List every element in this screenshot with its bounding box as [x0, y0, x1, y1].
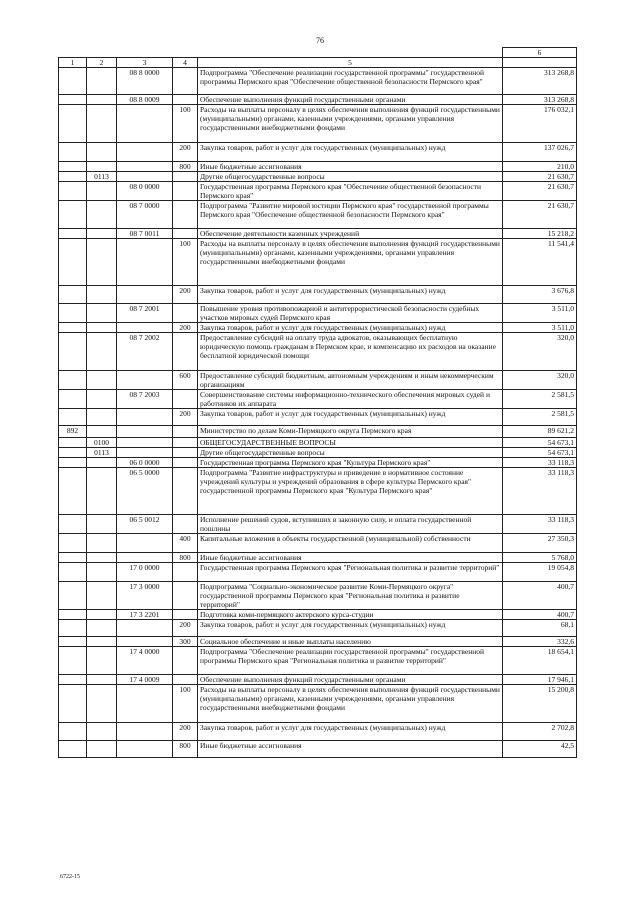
cell-c2: [87, 723, 117, 741]
cell-c4: [173, 182, 198, 201]
cell-c4: 400: [173, 534, 198, 553]
cell-c4: [173, 563, 198, 582]
cell-c2: [87, 468, 117, 515]
cell-c2: 0100: [87, 438, 117, 448]
budget-table: [58, 47, 577, 758]
cell-c1: [59, 95, 87, 105]
cell-c2: [87, 286, 117, 304]
cell-c5: Иные бюджетные ассигнования: [198, 553, 503, 563]
cell-c4: 100: [173, 239, 198, 286]
cell-c1: [59, 201, 87, 229]
cell-c1: [59, 172, 87, 182]
cell-c4: [173, 390, 198, 409]
cell-c4: [173, 229, 198, 239]
cell-c4: 800: [173, 162, 198, 172]
table-row: [59, 143, 577, 162]
cell-c5: Закупка товаров, работ и услуг для государственных (муниципальных) нужд: [198, 323, 503, 333]
table-row: [59, 304, 577, 323]
cell-c4: 200: [173, 620, 198, 637]
column-number-row: [59, 48, 577, 58]
cell-c2: [87, 409, 117, 426]
cell-c1: [59, 286, 87, 304]
cell-c6: 21 630,7: [503, 182, 577, 201]
cell-c6: 5 768,0: [503, 553, 577, 563]
cell-c1: [59, 637, 87, 647]
cell-c6: 54 673,1: [503, 448, 577, 458]
table-row: [59, 182, 577, 201]
cell-c5: ОБЩЕГОСУДАРСТВЕННЫЕ ВОПРОСЫ: [198, 438, 503, 448]
cell-c4: [173, 95, 198, 105]
cell-c3: [117, 553, 173, 563]
cell-c6: 320,0: [503, 333, 577, 371]
cell-c4: [173, 426, 198, 438]
cell-c2: [87, 304, 117, 323]
col4-number: 4: [173, 58, 198, 68]
table-row: [59, 582, 577, 610]
cell-c6: 33 118,3: [503, 515, 577, 534]
cell-c4: 800: [173, 741, 198, 758]
cell-c4: [173, 68, 198, 95]
table-row: [59, 426, 577, 438]
table-row: [59, 390, 577, 409]
cell-c2: [87, 229, 117, 239]
cell-c1: [59, 458, 87, 468]
cell-c6: 27 350,3: [503, 534, 577, 553]
cell-c3: 08 0 0000: [117, 182, 173, 201]
cell-c6: 3 511,0: [503, 323, 577, 333]
cell-c3: [117, 371, 173, 390]
cell-c6: 176 032,1: [503, 105, 577, 143]
cell-c1: [59, 610, 87, 620]
cell-c4: [173, 515, 198, 534]
cell-c4: [173, 675, 198, 685]
cell-c3: [117, 685, 173, 723]
cell-c4: 100: [173, 105, 198, 143]
cell-c1: [59, 239, 87, 286]
table-row: [59, 229, 577, 239]
cell-c4: 200: [173, 323, 198, 333]
cell-c3: 06 5 0012: [117, 515, 173, 534]
cell-c5: Государственная программа Пермского края "Обеспечение общественной безопасности Пермского края": [198, 182, 503, 201]
cell-c2: [87, 182, 117, 201]
cell-c4: 800: [173, 553, 198, 563]
cell-c5: Другие общегосударственные вопросы: [198, 172, 503, 182]
cell-c6: 313 268,8: [503, 95, 577, 105]
cell-c5: Другие общегосударственные вопросы: [198, 448, 503, 458]
cell-c5: Закупка товаров, работ и услуг для государственных (муниципальных) нужд: [198, 723, 503, 741]
cell-c6: 210,0: [503, 162, 577, 172]
table-row: [59, 371, 577, 390]
cell-c2: [87, 323, 117, 333]
cell-c2: [87, 239, 117, 286]
cell-c6: 89 621,2: [503, 426, 577, 438]
cell-c5: Расходы на выплаты персоналу в целях обеспечения выполнения функций государственными (муниципальными) органами, казенными учреждениями, органами управления государственными внебюджетными фондами: [198, 105, 503, 143]
cell-c5: Иные бюджетные ассигнования: [198, 162, 503, 172]
cell-c5: Обеспечение выполнения функций государственными органами: [198, 675, 503, 685]
table-row: [59, 448, 577, 458]
cell-c2: [87, 647, 117, 675]
cell-c6: 400,7: [503, 610, 577, 620]
cell-c2: [87, 162, 117, 172]
cell-c1: [59, 229, 87, 239]
cell-c1: [59, 162, 87, 172]
cell-c5: Закупка товаров, работ и услуг для государственных (муниципальных) нужд: [198, 143, 503, 162]
column-number-row: [59, 58, 577, 68]
cell-c4: [173, 582, 198, 610]
cell-c2: [87, 582, 117, 610]
cell-c2: [87, 201, 117, 229]
cell-c2: [87, 426, 117, 438]
table-row: [59, 323, 577, 333]
cell-c1: [59, 741, 87, 758]
cell-c5: Подпрограмма "Социально-экономическое развитие Коми-Пермяцкого округа" государственной программы Пермского края "Региональная политика и развитие территорий": [198, 582, 503, 610]
cell-c4: [173, 647, 198, 675]
table-row: [59, 685, 577, 723]
cell-c6: 11 541,4: [503, 239, 577, 286]
cell-c5: Предоставление субсидий на оплату труда адвокатов, оказывающих бесплатную юридическую помощь гражданам в Пермском крае, и компенсацию их расходов на оказание бесплатной юридической помощи: [198, 333, 503, 371]
cell-c5: Подпрограмма "Обеспечение реализации государственной программы" государственной программы Пермского края "Региональная политика и развитие территорий": [198, 647, 503, 675]
table-row: [59, 723, 577, 741]
cell-c3: [117, 105, 173, 143]
cell-c1: [59, 105, 87, 143]
table-row: [59, 95, 577, 105]
cell-c2: [87, 610, 117, 620]
table-row: [59, 438, 577, 448]
cell-c4: [173, 458, 198, 468]
cell-c1: [59, 390, 87, 409]
cell-c4: [173, 468, 198, 515]
cell-c1: [59, 304, 87, 323]
cell-c6: 2 581,5: [503, 409, 577, 426]
cell-c4: 200: [173, 409, 198, 426]
cell-c1: [59, 333, 87, 371]
cell-c2: [87, 515, 117, 534]
cell-c6: 21 630,7: [503, 172, 577, 182]
table-row: [59, 201, 577, 229]
cell-c2: [87, 741, 117, 758]
table-row: [59, 333, 577, 371]
cell-c5: Подпрограмма "Развитие инфраструктуры и приведение в нормативное состояние учреждений культуры и учреждений образования в сфере культуры Пермского края" государственной программы Пермского края "Культура Пермского края": [198, 468, 503, 515]
cell-c1: [59, 515, 87, 534]
table-row: [59, 553, 577, 563]
cell-c6: 3 676,8: [503, 286, 577, 304]
cell-c3: 08 8 0009: [117, 95, 173, 105]
cell-c2: [87, 143, 117, 162]
cell-c6: 18 654,1: [503, 647, 577, 675]
table-row: [59, 647, 577, 675]
cell-c5: Исполнение решений судов, вступивших в законную силу, и оплата государственной пошлины: [198, 515, 503, 534]
cell-c6: 33 118,3: [503, 458, 577, 468]
cell-c6: 320,0: [503, 371, 577, 390]
cell-c1: [59, 68, 87, 95]
col5-number: 5: [198, 58, 503, 68]
cell-c2: [87, 371, 117, 390]
cell-c1: [59, 647, 87, 675]
cell-c4: 600: [173, 371, 198, 390]
cell-c4: [173, 610, 198, 620]
cell-c2: [87, 563, 117, 582]
cell-c2: [87, 534, 117, 553]
cell-c2: [87, 95, 117, 105]
cell-c3: [117, 620, 173, 637]
cell-c5: Совершенствование системы информационно-технического обеспечения мировых судей и работников их аппарата: [198, 390, 503, 409]
table-row: [59, 515, 577, 534]
cell-c2: [87, 333, 117, 371]
cell-c3: 08 7 2002: [117, 333, 173, 371]
cell-c4: 200: [173, 143, 198, 162]
cell-c1: [59, 409, 87, 426]
cell-c2: [87, 68, 117, 95]
cell-c4: [173, 448, 198, 458]
cell-c5: Предоставление субсидий бюджетным, автономным учреждениям и иным некоммерческим организациям: [198, 371, 503, 390]
cell-c1: [59, 143, 87, 162]
table-row: [59, 409, 577, 426]
cell-c6: 15 218,2: [503, 229, 577, 239]
cell-c5: Государственная программа Пермского края "Культура Пермского края": [198, 458, 503, 468]
cell-c1: [59, 620, 87, 637]
cell-c1: [59, 534, 87, 553]
budget-table-container: [58, 47, 576, 758]
cell-c5: Расходы на выплаты персоналу в целях обеспечения выполнения функций государственными (муниципальными) органами, казенными учреждениями, органами управления государственными внебюджетными фондами: [198, 239, 503, 286]
cell-c3: 08 8 0000: [117, 68, 173, 95]
cell-c3: [117, 323, 173, 333]
cell-c6: 15 200,8: [503, 685, 577, 723]
cell-c3: [117, 239, 173, 286]
table-row: [59, 610, 577, 620]
cell-c5: Расходы на выплаты персоналу в целях обеспечения выполнения функций государственными (муниципальными) органами, казенными учреждениями, органами управления государственными внебюджетными фондами: [198, 685, 503, 723]
cell-c5: Подпрограмма "Обеспечение реализации государственной программы" государственной программы Пермского края "Обеспечение общественной безопасности Пермского края": [198, 68, 503, 95]
col3-number: 3: [117, 58, 173, 68]
cell-c6: 33 118,3: [503, 468, 577, 515]
cell-c3: 17 0 0000: [117, 563, 173, 582]
cell-c6: 3 511,0: [503, 304, 577, 323]
cell-c3: 17 3 0000: [117, 582, 173, 610]
cell-c1: [59, 675, 87, 685]
cell-c5: Обеспечение выполнения функций государственными органами: [198, 95, 503, 105]
cell-c3: [117, 409, 173, 426]
cell-c5: Подготовка коми-пермяцкого актерского курса-студии: [198, 610, 503, 620]
table-row: [59, 563, 577, 582]
cell-c3: 06 5 0000: [117, 468, 173, 515]
cell-c4: [173, 172, 198, 182]
cell-c6: 17 946,1: [503, 675, 577, 685]
cell-c4: 200: [173, 723, 198, 741]
cell-c4: [173, 304, 198, 323]
table-row: [59, 468, 577, 515]
cell-c3: [117, 741, 173, 758]
col1-number: 1: [59, 58, 87, 68]
cell-c2: [87, 458, 117, 468]
table-row: [59, 534, 577, 553]
cell-c6: 332,6: [503, 637, 577, 647]
cell-c3: [117, 438, 173, 448]
cell-c5: Государственная программа Пермского края "Региональная политика и развитие территорий": [198, 563, 503, 582]
table-row: [59, 68, 577, 95]
cell-c2: 0113: [87, 448, 117, 458]
cell-c6: 21 630,7: [503, 201, 577, 229]
cell-c1: [59, 723, 87, 741]
cell-c6: 42,5: [503, 741, 577, 758]
cell-c3: 17 4 0009: [117, 675, 173, 685]
cell-c1: [59, 582, 87, 610]
cell-c5: Капитальные вложения в объекты государственной (муниципальной) собственности: [198, 534, 503, 553]
cell-c4: 200: [173, 286, 198, 304]
cell-c3: [117, 286, 173, 304]
cell-c6: 400,7: [503, 582, 577, 610]
table-row: [59, 105, 577, 143]
cell-c5: Обеспечение деятельности казенных учреждений: [198, 229, 503, 239]
cell-c3: [117, 637, 173, 647]
cell-c2: 0113: [87, 172, 117, 182]
table-row: [59, 286, 577, 304]
cell-c3: 17 4 0000: [117, 647, 173, 675]
cell-c3: 17 3 2201: [117, 610, 173, 620]
cell-c4: [173, 333, 198, 371]
cell-c3: [117, 448, 173, 458]
footer-code: 6722-15: [60, 874, 80, 880]
table-row: [59, 620, 577, 637]
cell-c3: 08 7 2003: [117, 390, 173, 409]
cell-c6: 2 702,8: [503, 723, 577, 741]
cell-c1: [59, 371, 87, 390]
table-row: [59, 637, 577, 647]
cell-c4: [173, 438, 198, 448]
cell-c1: 892: [59, 426, 87, 438]
cell-c5: Закупка товаров, работ и услуг для государственных (муниципальных) нужд: [198, 409, 503, 426]
cell-c2: [87, 620, 117, 637]
cell-c3: [117, 723, 173, 741]
cell-c6: 313 268,8: [503, 68, 577, 95]
table-row: [59, 741, 577, 758]
table-row: [59, 172, 577, 182]
cell-c6: 54 673,1: [503, 438, 577, 448]
cell-c3: [117, 426, 173, 438]
cell-c1: [59, 448, 87, 458]
cell-c6: 19 054,8: [503, 563, 577, 582]
cell-c2: [87, 685, 117, 723]
cell-c2: [87, 390, 117, 409]
cell-c2: [87, 637, 117, 647]
col6-number: 6: [503, 48, 577, 58]
table-row: [59, 458, 577, 468]
cell-c2: [87, 553, 117, 563]
cell-c3: 08 7 0011: [117, 229, 173, 239]
cell-c3: [117, 143, 173, 162]
cell-c3: [117, 162, 173, 172]
cell-c3: 08 7 2001: [117, 304, 173, 323]
cell-c5: Закупка товаров, работ и услуг для государственных (муниципальных) нужд: [198, 620, 503, 637]
cell-c1: [59, 563, 87, 582]
cell-c3: [117, 172, 173, 182]
table-row: [59, 675, 577, 685]
table-row: [59, 239, 577, 286]
cell-c1: [59, 182, 87, 201]
col2-number: 2: [87, 58, 117, 68]
cell-c1: [59, 553, 87, 563]
cell-c1: [59, 468, 87, 515]
cell-c6: 2 581,5: [503, 390, 577, 409]
cell-c3: 08 7 0000: [117, 201, 173, 229]
cell-c3: [117, 534, 173, 553]
cell-c5: Министерство по делам Коми-Пермяцкого округа Пермского края: [198, 426, 503, 438]
cell-c2: [87, 675, 117, 685]
cell-c5: Подпрограмма "Развитие мировой юстиции Пермского края" государственной программы Пермского края "Обеспечение общественной безопасности Пермского края": [198, 201, 503, 229]
cell-c5: Социальное обеспечение и иные выплаты населению: [198, 637, 503, 647]
cell-c3: 06 0 0000: [117, 458, 173, 468]
cell-c6: 68,1: [503, 620, 577, 637]
cell-c1: [59, 323, 87, 333]
cell-c5: Иные бюджетные ассигнования: [198, 741, 503, 758]
cell-c5: Повышение уровня противопожарной и антитеррористической безопасности судебных участков мировых судей Пермского края: [198, 304, 503, 323]
cell-c5: Закупка товаров, работ и услуг для государственных (муниципальных) нужд: [198, 286, 503, 304]
cell-c4: 100: [173, 685, 198, 723]
cell-c2: [87, 105, 117, 143]
cell-c6: 137 026,7: [503, 143, 577, 162]
cell-c1: [59, 438, 87, 448]
cell-c4: [173, 201, 198, 229]
cell-c1: [59, 685, 87, 723]
page-number: 76: [316, 36, 324, 45]
table-row: [59, 162, 577, 172]
cell-c4: 300: [173, 637, 198, 647]
